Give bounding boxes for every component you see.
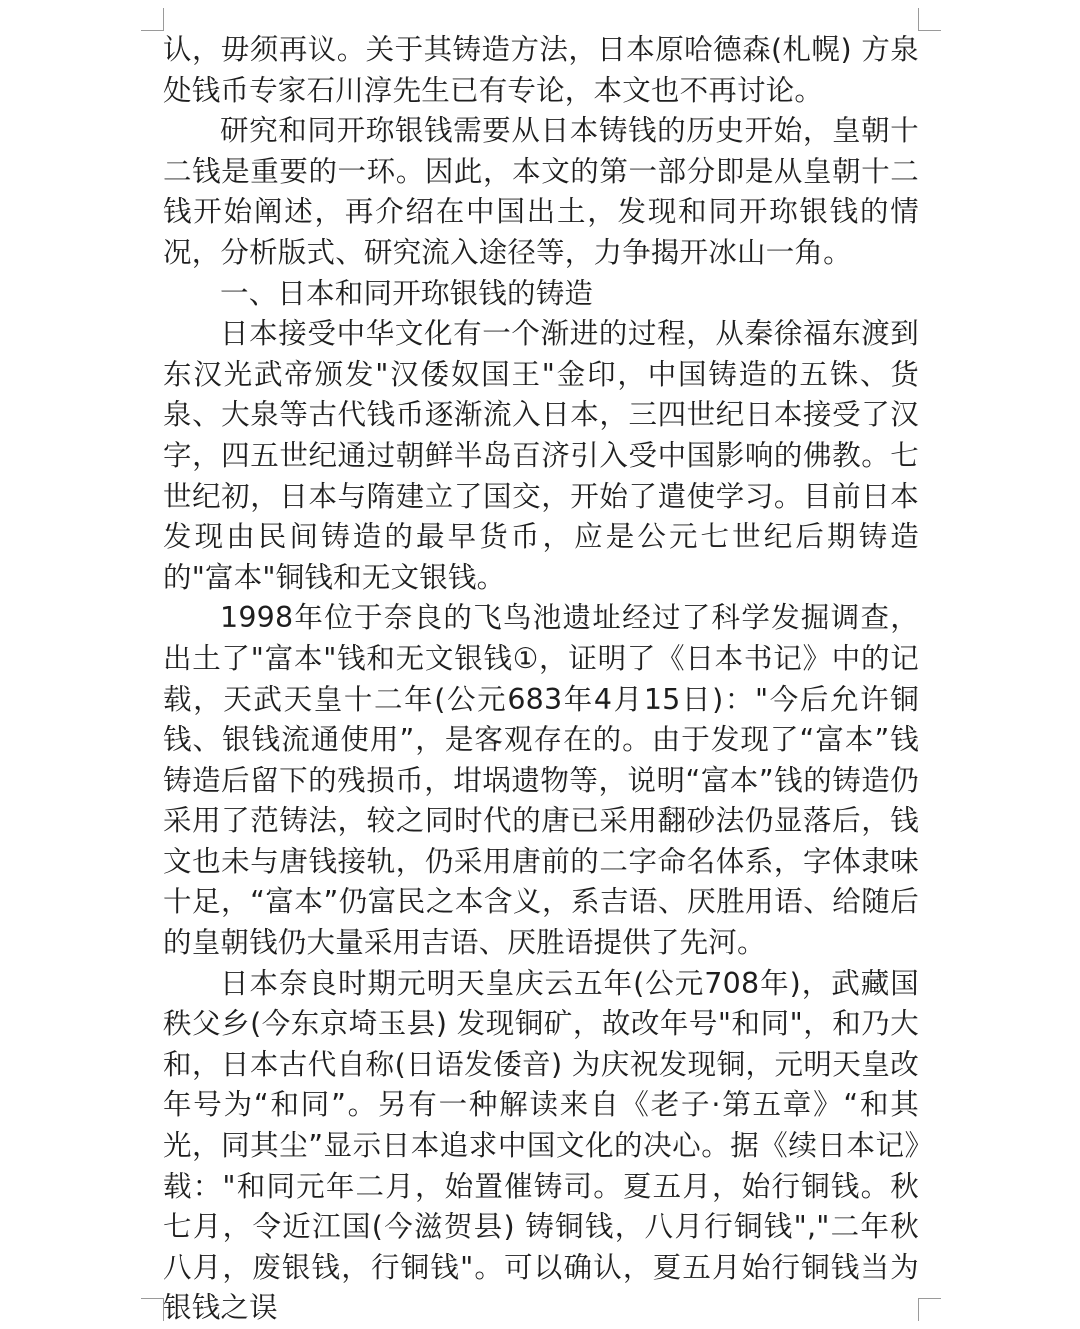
crop-mark-bottom-right [918, 1298, 941, 1321]
crop-mark-bottom-left [141, 1298, 164, 1321]
paragraph-wado-era: 日本奈良时期元明天皇庆云五年(公元708年)，武藏国秩父乡(今东京埼玉县) 发现铜矿，故改年号"和同"，和乃大和，日本古代自称(日语发倭音) 为庆祝发现铜，元明天皇改年号为“和同”。另有一种解读来自《老子·第五章》“和其光，同其尘”显示日本追求中国文化的决心。据《续日本记》载："和同元年二月，始置催铸司。夏五月，始行铜钱。秋七月，令近江国(今滋贺县) 铸铜钱，八月行铜钱","二年秋八月，废银钱，行铜钱"。可以确认，夏五月始行铜钱当为银钱之误 [163, 966, 919, 1325]
crop-mark-top-left [141, 8, 164, 31]
paragraph-intro-continuation: 认，毋须再议。关于其铸造方法，日本原哈德森(札幌) 方泉处钱币专家石川淳先生已有专论，本文也不再讨论。 [163, 33, 919, 107]
paragraph-asuka-excavation: 1998年位于奈良的飞鸟池遗址经过了科学发掘调查，出土了"富本"钱和无文银钱①，证明了《日本书记》中的记载，天武天皇十二年(公元683年4月15日)："今后允许铜钱、银钱流通使用”，是客观存在的。由于发现了“富本”钱铸造后留下的残损币，坩埚遗物等，说明“富本”钱的铸造仍采用了范铸法，较之同时代的唐已采用翻砂法仍显落后，钱文也未与唐钱接轨，仍采用唐前的二字命名体系，字体隶味十足，“富本”仍富民之本含义，系吉语、厌胜用语、给随后的皇朝钱仍大量采用吉语、厌胜语提供了先河。 [163, 601, 919, 960]
scroll-indicator[interactable] [468, 1296, 612, 1314]
paragraph-cultural-history: 日本接受中华文化有一个渐进的过程，从秦徐福东渡到东汉光武帝颁发"汉倭奴国王"金印，中国铸造的五铢、货泉、大泉等古代钱币逐渐流入日本，三四世纪日本接受了汉字，四五世纪通过朝鲜半岛百济引入受中国影响的佛教。七世纪初，日本与隋建立了国交，开始了遣使学习。目前日本发现由民间铸造的最早货币，应是公元七世纪后期铸造的"富本"铜钱和无文银钱。 [163, 317, 919, 594]
section-heading: 一、日本和同开珎银钱的铸造 [220, 276, 594, 310]
document-body [163, 30, 919, 1329]
crop-mark-top-right [918, 8, 941, 31]
paragraph-research-scope: 研究和同开珎银钱需要从日本铸钱的历史开始，皇朝十二钱是重要的一环。因此，本文的第一部分即是从皇朝十二钱开始阐述，再介绍在中国出土，发现和同开珎银钱的情况，分析版式、研究流入途径等，力争揭开冰山一角。 [163, 114, 919, 269]
